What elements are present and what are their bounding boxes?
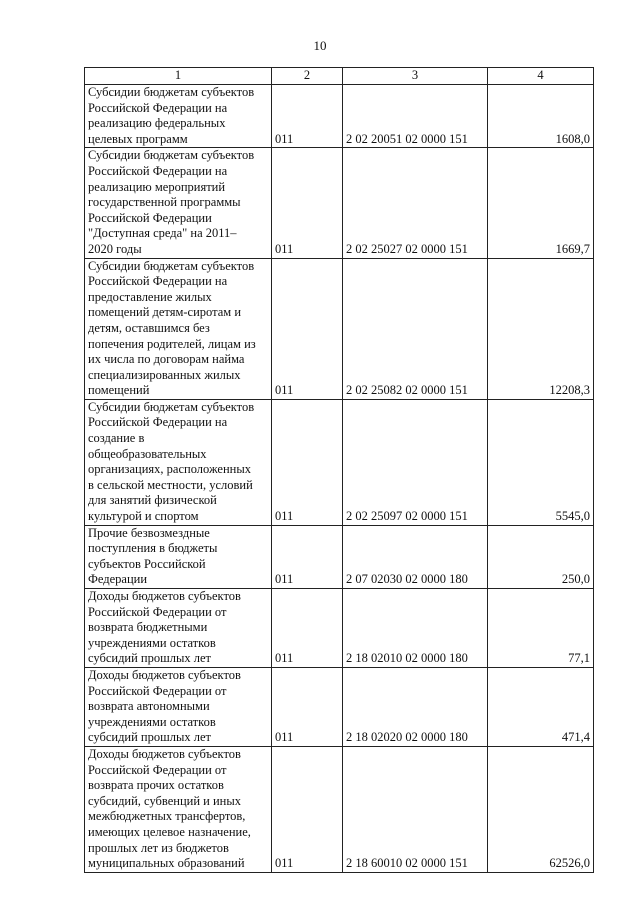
revenue-name-line: возврата бюджетными: [88, 620, 208, 635]
column-header-2: 2: [272, 68, 343, 85]
revenue-name: [85, 148, 272, 258]
revenue-table: [84, 67, 594, 873]
revenue-name-line: реализацию федеральных: [88, 116, 226, 131]
revenue-name-line: государственной программы: [88, 195, 241, 210]
amount: 5545,0: [488, 399, 594, 525]
table-row: [85, 148, 594, 258]
page-number: 10: [313, 38, 327, 53]
revenue-name-line: попечения родителей, лицам из: [88, 336, 256, 351]
revenue-name-line: Российской Федерации от: [88, 604, 227, 619]
administrator-code: 011: [272, 667, 343, 746]
revenue-name: [85, 399, 272, 525]
table-row: [85, 258, 594, 399]
table-row: [85, 667, 594, 746]
revenue-name-line: в сельской местности, условий: [88, 477, 253, 492]
revenue-name-line: субъектов Российской: [88, 556, 206, 571]
table-row: [85, 399, 594, 525]
budget-classification-code: 2 02 25082 02 0000 151: [343, 258, 488, 399]
revenue-name-line: помещений: [88, 383, 150, 398]
table-row: [85, 525, 594, 588]
budget-classification-code: 2 02 25097 02 0000 151: [343, 399, 488, 525]
administrator-code: 011: [272, 258, 343, 399]
revenue-name-line: субсидий прошлых лет: [88, 651, 212, 666]
revenue-name: [85, 258, 272, 399]
amount: 1608,0: [488, 85, 594, 148]
amount: 471,4: [488, 667, 594, 746]
header-row: [85, 68, 594, 85]
budget-classification-code: 2 18 02010 02 0000 180: [343, 589, 488, 668]
revenue-name-line: специализированных жилых: [88, 367, 241, 382]
revenue-name-line: их числа по договорам найма: [88, 352, 245, 367]
revenue-name-line: Федерации: [88, 572, 148, 587]
administrator-code: 011: [272, 746, 343, 872]
column-header-1: 1: [85, 68, 272, 85]
revenue-name-line: детям, оставшимся без: [88, 320, 210, 335]
table-row: [85, 85, 594, 148]
revenue-name-line: организациях, расположенных: [88, 462, 252, 477]
revenue-name-line: Российской Федерации на: [88, 100, 228, 115]
administrator-code: 011: [272, 525, 343, 588]
amount: 1669,7: [488, 148, 594, 258]
budget-classification-code: 2 02 20051 02 0000 151: [343, 85, 488, 148]
revenue-name-line: возврата автономными: [88, 699, 210, 714]
administrator-code: 011: [272, 589, 343, 668]
revenue-name-line: 2020 годы: [88, 241, 142, 256]
amount: 250,0: [488, 525, 594, 588]
revenue-name: [85, 525, 272, 588]
revenue-name-line: предоставление жилых: [88, 289, 212, 304]
revenue-name-line: "Доступная среда" на 2011–: [88, 226, 237, 241]
revenue-name-line: Субсидии бюджетам субъектов: [88, 399, 255, 414]
administrator-code: 011: [272, 399, 343, 525]
revenue-name-line: Российской Федерации: [88, 210, 212, 225]
table-row: [85, 589, 594, 668]
revenue-name-line: учреждениями остатков: [88, 635, 216, 650]
revenue-name-line: субсидий, субвенций и иных: [88, 793, 241, 808]
revenue-name-line: создание в: [88, 431, 145, 446]
revenue-name-line: имеющих целевое назначение,: [88, 824, 251, 839]
revenue-name: [85, 85, 272, 148]
table-header: [85, 68, 594, 85]
revenue-name-line: Субсидии бюджетам субъектов: [88, 85, 255, 99]
revenue-name-line: Российской Федерации от: [88, 762, 227, 777]
revenue-name-line: возврата прочих остатков: [88, 778, 224, 793]
budget-classification-code: 2 18 60010 02 0000 151: [343, 746, 488, 872]
amount: 12208,3: [488, 258, 594, 399]
amount: 77,1: [488, 589, 594, 668]
revenue-name-line: помещений детям-сиротам и: [88, 305, 242, 320]
revenue-name-line: субсидий прошлых лет: [88, 730, 212, 745]
administrator-code: 011: [272, 85, 343, 148]
revenue-name: [85, 746, 272, 872]
revenue-name-line: Доходы бюджетов субъектов: [88, 667, 241, 682]
revenue-name-line: реализацию мероприятий: [88, 179, 226, 194]
revenue-name-line: Субсидии бюджетам субъектов: [88, 258, 255, 273]
column-header-4: 4: [488, 68, 594, 85]
revenue-name-line: Доходы бюджетов субъектов: [88, 746, 241, 761]
revenue-name-line: Прочие безвозмездные: [88, 525, 210, 540]
revenue-name: [85, 589, 272, 668]
amount: 62526,0: [488, 746, 594, 872]
revenue-name-line: Доходы бюджетов субъектов: [88, 589, 241, 603]
table-row: [85, 746, 594, 872]
revenue-name-line: целевых программ: [88, 131, 188, 146]
budget-classification-code: 2 02 25027 02 0000 151: [343, 148, 488, 258]
revenue-name-line: Субсидии бюджетам субъектов: [88, 148, 255, 163]
budget-classification-code: 2 18 02020 02 0000 180: [343, 667, 488, 746]
revenue-name-line: культурой и спортом: [88, 509, 199, 524]
administrator-code: 011: [272, 148, 343, 258]
revenue-name-line: муниципальных образований: [88, 856, 245, 871]
revenue-name-line: Российской Федерации на: [88, 163, 228, 178]
budget-classification-code: 2 07 02030 02 0000 180: [343, 525, 488, 588]
column-header-3: 3: [343, 68, 488, 85]
revenue-name-line: поступления в бюджеты: [88, 541, 218, 556]
revenue-name-line: Российской Федерации на: [88, 274, 228, 289]
revenue-name-line: прошлых лет из бюджетов: [88, 840, 229, 855]
revenue-name-line: для занятий физической: [88, 493, 217, 508]
revenue-name-line: Российской Федерации от: [88, 683, 227, 698]
revenue-name: [85, 667, 272, 746]
revenue-name-line: учреждениями остатков: [88, 714, 216, 729]
revenue-name-line: межбюджетных трансфертов,: [88, 809, 246, 824]
revenue-name-line: Российской Федерации на: [88, 415, 228, 430]
revenue-name-line: общеобразовательных: [88, 446, 207, 461]
table-body: [85, 85, 594, 873]
